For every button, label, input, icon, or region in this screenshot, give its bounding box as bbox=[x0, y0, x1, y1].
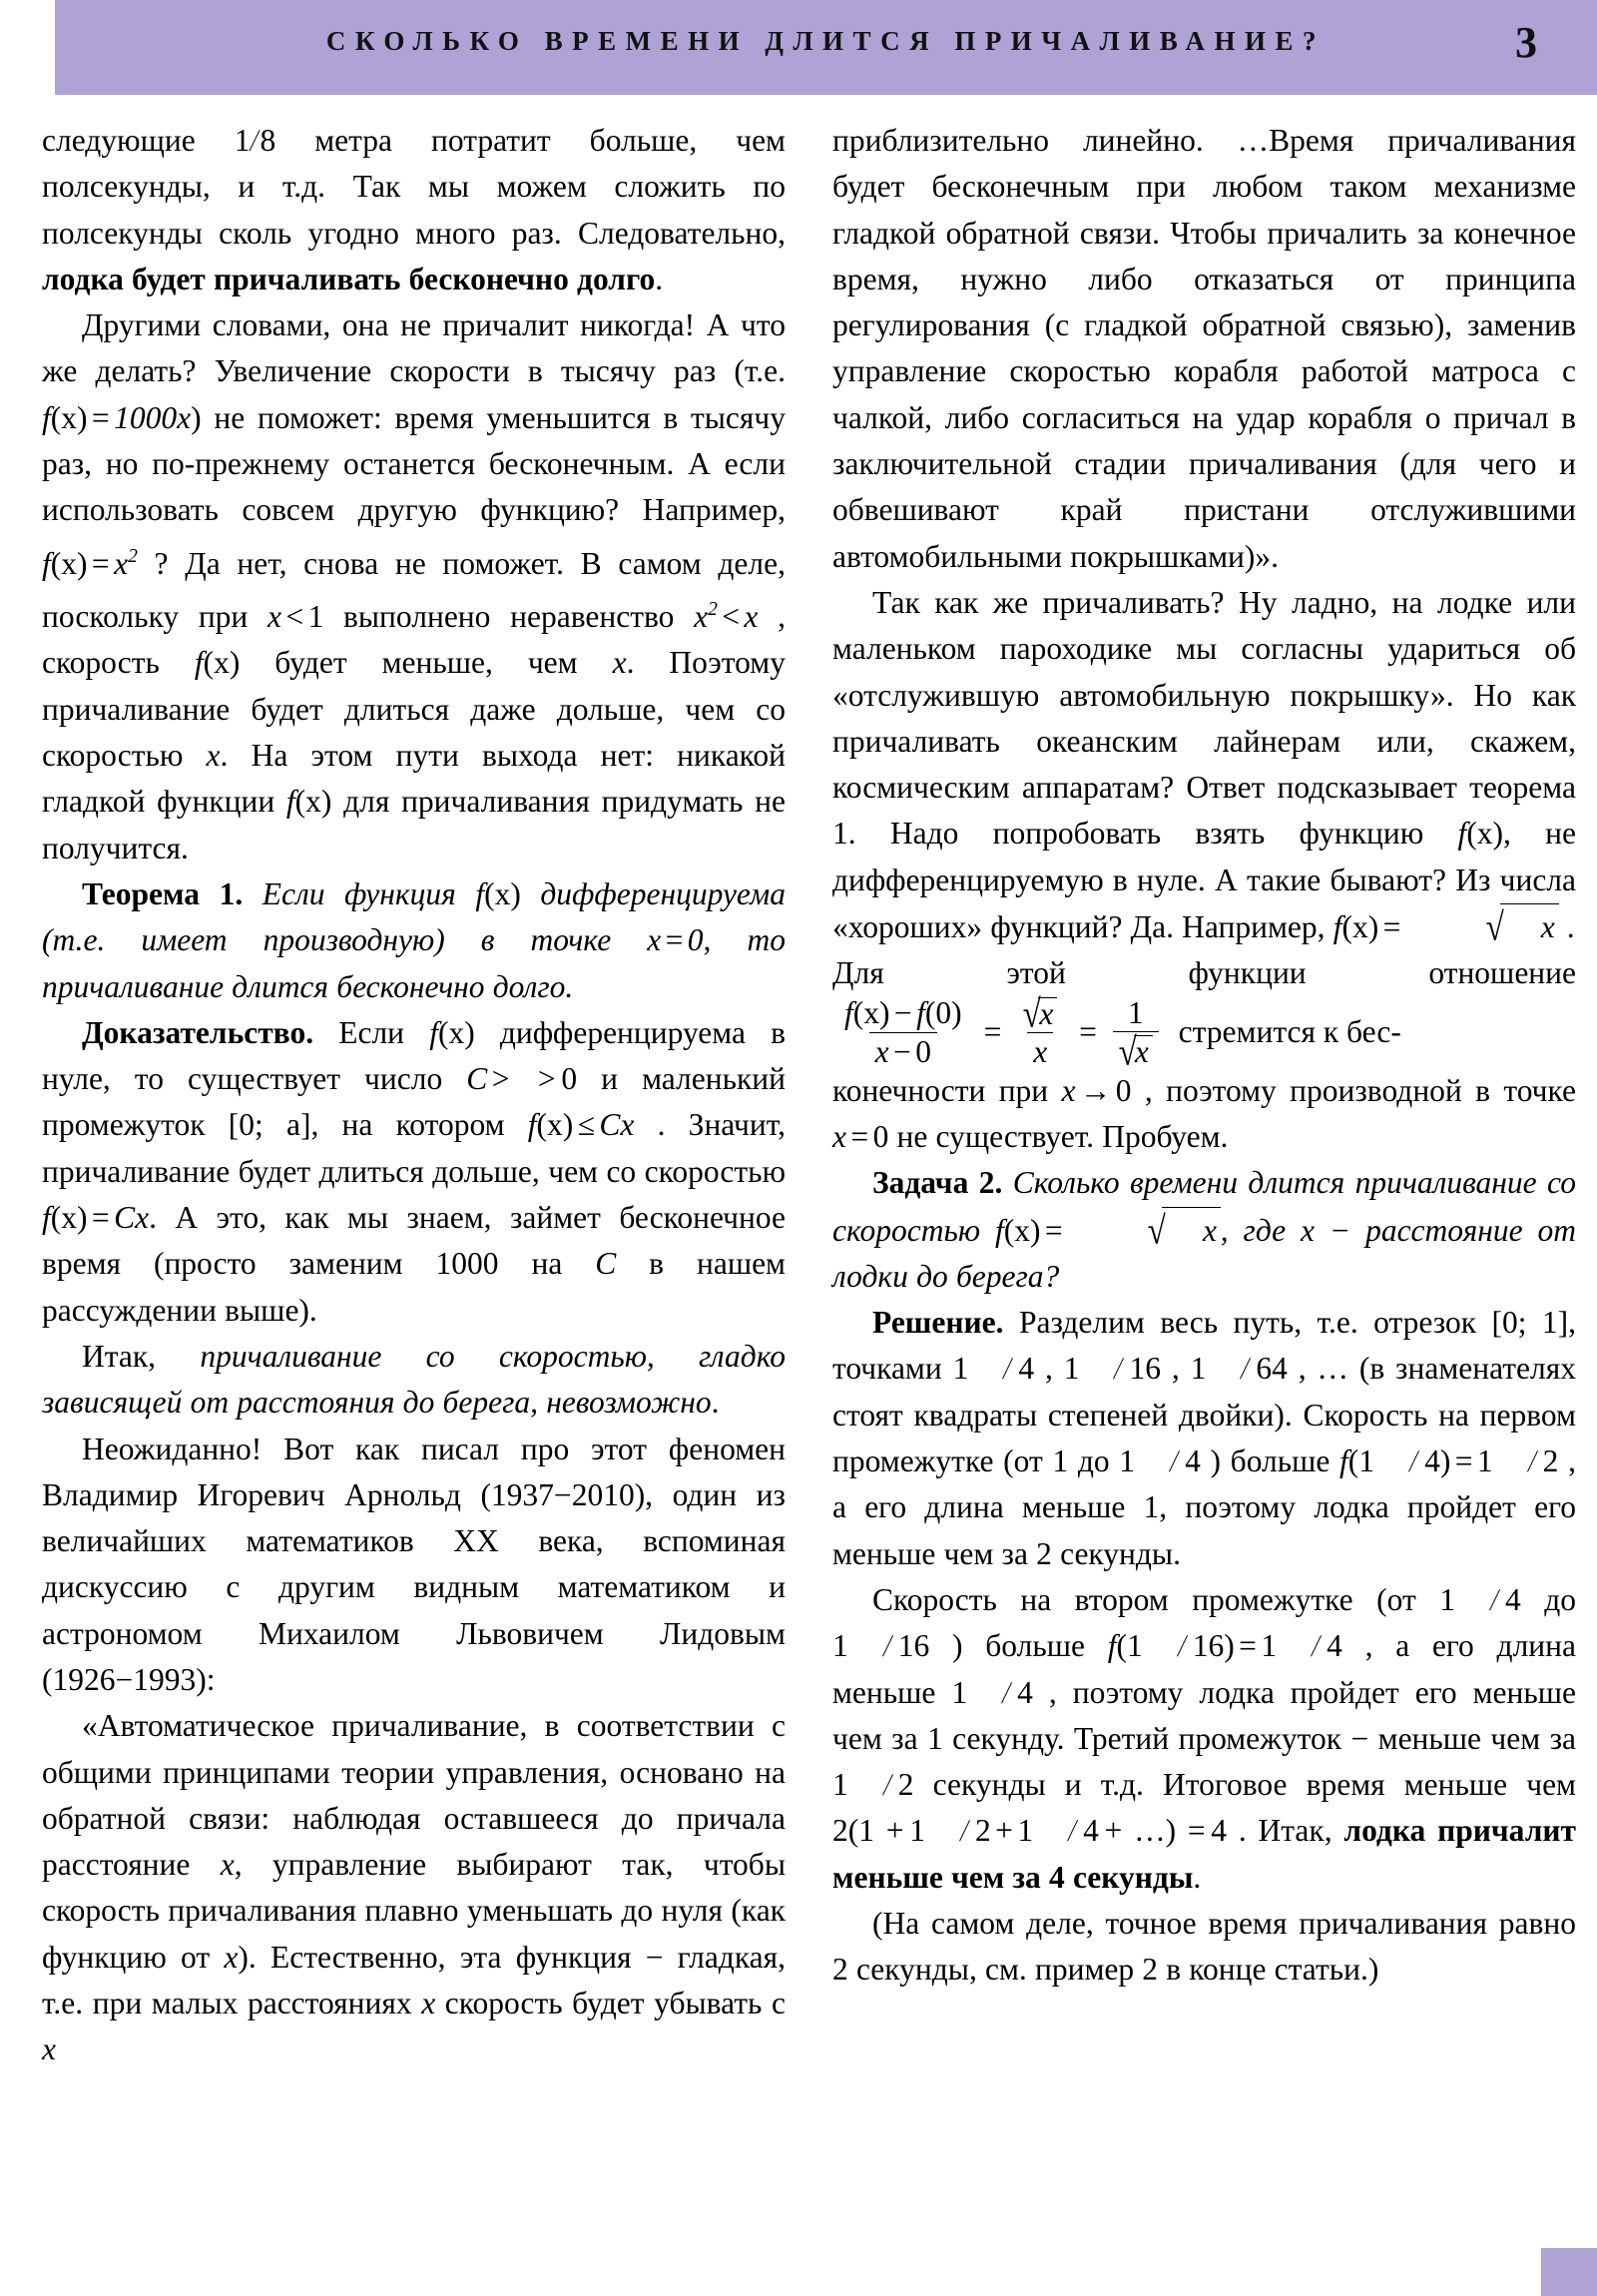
fraction-one-quarter: 1 / 4 bbox=[1439, 1581, 1521, 1617]
text-run: до bbox=[1068, 1443, 1120, 1479]
paragraph bbox=[42, 1334, 786, 1427]
left-column bbox=[42, 118, 786, 2284]
math-f-leq-Cx: f(x) ≤ Cx bbox=[527, 1107, 635, 1143]
math-f-of-one-quarter: f(1 / 4) = 1 / 2 bbox=[1339, 1443, 1559, 1479]
math-greater-than-zero: > 0 bbox=[537, 1061, 578, 1097]
math-f-of-x: f(x) bbox=[1457, 816, 1504, 852]
text-run: , bbox=[1160, 1351, 1191, 1387]
math-variable-x: x bbox=[1301, 1212, 1316, 1248]
italic-emphasis: причаливание со скоростью, гладко зависящей от расстояния до берега, невозможно bbox=[42, 1338, 787, 1421]
text-run: . bbox=[1193, 1859, 1202, 1895]
bold-conclusion: лодка причалит меньше чем за 4 секунды bbox=[832, 1813, 1576, 1895]
text-run: Другими словами, она не причалит никогда! А что же делать? Увеличение скорости в тысячу раз (т.е. bbox=[42, 307, 786, 389]
quotation-paragraph-continued bbox=[832, 118, 1576, 580]
text-run: , не дифференцируемую в нуле. А такие бывают? Из числа «хороших» функций? Да. Например, bbox=[832, 816, 1576, 945]
fraction-one-quarter: 1 / 4 bbox=[952, 1351, 1035, 1387]
math-f-of-x: f(x) bbox=[285, 784, 332, 820]
math-x-equals-zero: x = 0 bbox=[832, 1118, 889, 1154]
math-variable-x: x bbox=[220, 1847, 235, 1883]
text-run: , … (в знаменателях стоят квадраты степеней двойки). Скорость на первом промежутке (от bbox=[832, 1351, 1576, 1479]
math-f-equals-sqrt-x: f(x) = √ x bbox=[1333, 909, 1559, 944]
text-run: . Итак, bbox=[1227, 1813, 1344, 1849]
theorem-statement: , то причаливание длится бесконечно долго. bbox=[42, 922, 786, 1004]
running-head-bar bbox=[55, 0, 1597, 95]
sqrt-icon: √ x bbox=[1067, 1207, 1221, 1254]
problem-statement: − расстояние от лодки до берега? bbox=[832, 1212, 1576, 1294]
solution-continued bbox=[832, 1577, 1576, 1901]
paragraph-continued bbox=[42, 118, 786, 302]
math-variable-x: x bbox=[612, 645, 627, 681]
text-run: . Значит, причаливание будет длиться дольше, чем со скоростью bbox=[42, 1107, 787, 1189]
theorem-statement: Если функция bbox=[243, 875, 476, 911]
text-run: ) больше bbox=[929, 1628, 1108, 1664]
text-run: Так как же причаливать? Ну ладно, на лодке или маленьком пароходике мы согласны удариться об «отслужившую автомобильную покрышку». Но как причаливать океанским лайнерам или, скажем, космическим аппаратам? Ответ подсказывает теорема 1. Надо попробовать взять функцию bbox=[832, 584, 1576, 852]
text-run: следующие bbox=[42, 123, 235, 158]
math-variable-x: x bbox=[206, 738, 221, 774]
math-f-of-one-sixteenth: f(1 / 16) = 1 / 4 bbox=[1107, 1628, 1342, 1664]
proof bbox=[42, 1010, 786, 1334]
fraction-sqrt-x-over-x: $\frac{√x}{x}$ bbox=[1017, 997, 1063, 1068]
equals-sign: = bbox=[1079, 1014, 1097, 1050]
text-run: «Автоматическое причаливание, в соответствии с общими принципами теории управления, основано на обратной связи: наблюдая оставшееся до причала расстояние bbox=[42, 1708, 786, 1883]
text-run: Разделим весь путь, т.е. отрезок bbox=[1003, 1305, 1492, 1341]
problem-statement: , где bbox=[1220, 1212, 1302, 1248]
text-run: дифференцируема в нуле, то существует число bbox=[42, 1014, 786, 1097]
math-f-of-x: f(x) bbox=[194, 645, 241, 681]
theorem-label: Теорема 1. bbox=[82, 875, 244, 911]
text-run: Неожиданно! Вот как писал про этот феномен Владимир Игоревич Арнольд (1937−2010), один из величайших математиков XX века, вспоминая дискуссию с другим видным математиком и астрономом Михаилом Львовичем Лидовым (1926−1993): bbox=[42, 1431, 786, 1697]
math-x-less-than-one: x < 1 bbox=[267, 599, 324, 635]
text-run: до bbox=[1520, 1581, 1577, 1617]
paragraph bbox=[42, 1427, 786, 1704]
display-equation-difference-quotient bbox=[832, 991, 1576, 1074]
text-run: в нашем рассуждении выше). bbox=[42, 1246, 786, 1328]
text-run: . bbox=[655, 261, 664, 296]
math-variable-x: x bbox=[224, 1939, 239, 1975]
theorem-1 bbox=[42, 871, 786, 1010]
text-run: секунду. Третий промежуток − меньше чем за bbox=[942, 1720, 1576, 1756]
math-number-one: 1 bbox=[1143, 1489, 1160, 1525]
fraction-one-sixteenth: 1 / 16 bbox=[1063, 1351, 1161, 1387]
math-number-one: 1 bbox=[1052, 1443, 1069, 1479]
math-f-equals-x-squared: $f(x) = x^2$ bbox=[42, 545, 138, 581]
text-run: , поэтому лодка пройдет его меньше чем за bbox=[832, 1489, 1576, 1571]
problem-statement: Сколько времени длится причаливание со скоростью bbox=[832, 1165, 1576, 1248]
math-x-squared-less-than-x: $x^2 < x$ bbox=[694, 599, 759, 635]
text-run: . bbox=[1558, 909, 1575, 945]
paragraph bbox=[42, 302, 786, 871]
fraction-one-quarter: 1 / 4 bbox=[1119, 1443, 1201, 1479]
math-number-one: 1 bbox=[926, 1720, 943, 1756]
math-x-tends-to-zero: x → 0 bbox=[1061, 1072, 1132, 1108]
math-interval-0-1: [0; 1] bbox=[1491, 1305, 1569, 1341]
sqrt-icon: √ x bbox=[1405, 903, 1559, 950]
math-f-of-x: f(x) bbox=[429, 1014, 475, 1050]
paragraph-continued bbox=[832, 1068, 1576, 1161]
text-run: , поэтому производной в точке bbox=[1131, 1072, 1576, 1108]
text-run: (На самом деле, точное время причаливания равно 2 секунды, см. пример 2 в конце статьи.) bbox=[832, 1905, 1576, 1988]
math-x-equals-zero: x = 0 bbox=[647, 922, 704, 958]
text-run: секунды. bbox=[1051, 1535, 1181, 1571]
text-run: не существует. Пробуем. bbox=[888, 1118, 1229, 1154]
fraction-one-sixtyfourth: 1 / 64 bbox=[1190, 1351, 1288, 1387]
text-run: скорость будет убывать с bbox=[435, 1986, 786, 2021]
text-run: конечности при bbox=[832, 1072, 1062, 1108]
text-run: . bbox=[711, 1385, 720, 1421]
math-constant-C: C > bbox=[466, 1061, 510, 1097]
text-run: , точками bbox=[832, 1305, 1577, 1387]
two-column-body bbox=[0, 118, 1597, 2284]
math-variable-x: x bbox=[421, 1986, 436, 2021]
text-run: Скорость на втором промежутке (от bbox=[872, 1581, 1440, 1617]
problem-2 bbox=[832, 1160, 1576, 1300]
text-run: . А это, как мы знаем, займет бесконечное время (просто заменим bbox=[42, 1200, 786, 1282]
text-run: , а его длина меньше bbox=[832, 1628, 1576, 1710]
fraction-difference-quotient: $\frac{f(x) - f(0)}{x - 0}$ bbox=[844, 995, 962, 1069]
bold-emphasis: лодка будет причаливать бесконечно долго bbox=[42, 261, 656, 296]
math-variable-x: x bbox=[42, 2031, 56, 2067]
paragraph bbox=[832, 580, 1576, 950]
theorem-statement: дифференцируема (т.е. имеет производную) в точке bbox=[42, 875, 786, 958]
text-run: ). Естественно, эта функция − гладкая, т.е. при малых расстояниях bbox=[42, 1939, 786, 2021]
text-run bbox=[514, 1061, 538, 1096]
running-head-title: СКОЛЬКО ВРЕМЕНИ ДЛИТСЯ ПРИЧАЛИВАНИЕ? bbox=[325, 26, 1327, 56]
text-run: ) не поможет: время уменьшится в тысячу раз, но по-прежнему останется бесконечным. А если использовать совсем другую функцию? Например, bbox=[42, 399, 786, 528]
math-number-1000: 1000 bbox=[435, 1246, 499, 1282]
text-run: , bbox=[1034, 1351, 1064, 1387]
math-f-of-x: f(x) bbox=[475, 875, 521, 911]
fraction-one-sixteenth: 1 / 16 bbox=[832, 1628, 930, 1664]
sqrt-icon: √x bbox=[1119, 1035, 1153, 1068]
math-constant-C: C bbox=[595, 1246, 617, 1282]
display-equation-lead bbox=[832, 950, 1576, 996]
math-f-of-x: f(x) = 1000x bbox=[42, 399, 192, 435]
text-run: , на котором bbox=[310, 1107, 528, 1143]
text-run: , поэтому лодка пройдет его меньше чем за bbox=[832, 1674, 1576, 1756]
math-number-two: 2 bbox=[1036, 1535, 1052, 1571]
text-run: для причаливания придумать не получится. bbox=[42, 784, 786, 865]
text-run: , а его длина меньше bbox=[832, 1443, 1576, 1525]
text-run: Если bbox=[313, 1014, 430, 1050]
text-run: будет меньше, чем bbox=[240, 645, 613, 681]
text-run: . На этом пути выхода нет: никакой гладкой функции bbox=[42, 738, 786, 820]
text-run: Итак, bbox=[82, 1338, 201, 1374]
text-run: ? Да нет, снова не поможет. В самом деле, поскольку при bbox=[42, 545, 786, 635]
fraction-one-half: 1 / 2 bbox=[832, 1767, 914, 1803]
fraction-one-eighth: 1/8 bbox=[234, 123, 276, 158]
sqrt-icon: √x bbox=[1023, 997, 1057, 1030]
quotation-paragraph bbox=[42, 1703, 786, 2072]
corner-decoration bbox=[1541, 2248, 1597, 2296]
text-run: и маленький промежуток bbox=[42, 1061, 786, 1143]
text-run: выполнено неравенство bbox=[323, 599, 695, 635]
math-interval-0-a: [0; a] bbox=[228, 1107, 311, 1143]
page-number: 3 bbox=[1515, 18, 1537, 67]
problem-label: Задача 2. bbox=[872, 1165, 1003, 1201]
math-f-equals-Cx: f(x) = Cx bbox=[42, 1200, 150, 1236]
fraction-one-over-sqrt-x: $\frac{1}{√x}$ bbox=[1113, 997, 1159, 1068]
text-run: . Поэтому причаливание будет длиться даже дольше, чем со скоростью bbox=[42, 645, 786, 774]
text-run: на bbox=[498, 1246, 596, 1282]
text-run: метра потратит больше, чем полсекунды, и т.д. Так мы можем сложить по полсекунды сколь угодно много раз. Следовательно, bbox=[42, 123, 786, 251]
text-run: , управление выбирают так, чтобы скорость причаливания плавно уменьшать до нуля (как функцию от bbox=[42, 1847, 786, 1975]
proof-label: Доказательство. bbox=[82, 1014, 314, 1050]
solution bbox=[832, 1300, 1576, 1577]
text-run: Для этой функции отношение bbox=[832, 955, 1576, 991]
closing-note bbox=[832, 1901, 1576, 1994]
solution-label: Решение. bbox=[872, 1305, 1004, 1341]
text-run: , скорость bbox=[42, 599, 786, 681]
math-series-sum-equals-four: 2(1 + 1 / 2 + 1 / 4 + …) = 4 bbox=[832, 1813, 1228, 1849]
equation-trailing-text: стремится к бес- bbox=[1178, 1014, 1401, 1050]
math-f-equals-sqrt-x: f(x) = √ x bbox=[995, 1213, 1221, 1248]
text-run: секунды и т.д. Итоговое время меньше чем bbox=[913, 1767, 1576, 1803]
right-column bbox=[832, 118, 1576, 2284]
text-run: приблизительно линейно. …Время причаливания будет бесконечным при любом таком механизме гладкой обратной связи. Чтобы причалить за конечное время, нужно либо отказаться от принципа регулирования (с гладкой обратной связью), заменив управление скоростью корабля работой матроса с чалкой, либо согласиться на удар корабля о причал в заключительной стадии причаливания (для чего и обвешивают край пристани отслужившими автомобильными покрышками)». bbox=[832, 123, 1576, 574]
equals-sign: = bbox=[983, 1014, 1002, 1050]
text-run: ) больше bbox=[1200, 1443, 1340, 1479]
fraction-one-quarter: 1 / 4 bbox=[951, 1674, 1033, 1710]
